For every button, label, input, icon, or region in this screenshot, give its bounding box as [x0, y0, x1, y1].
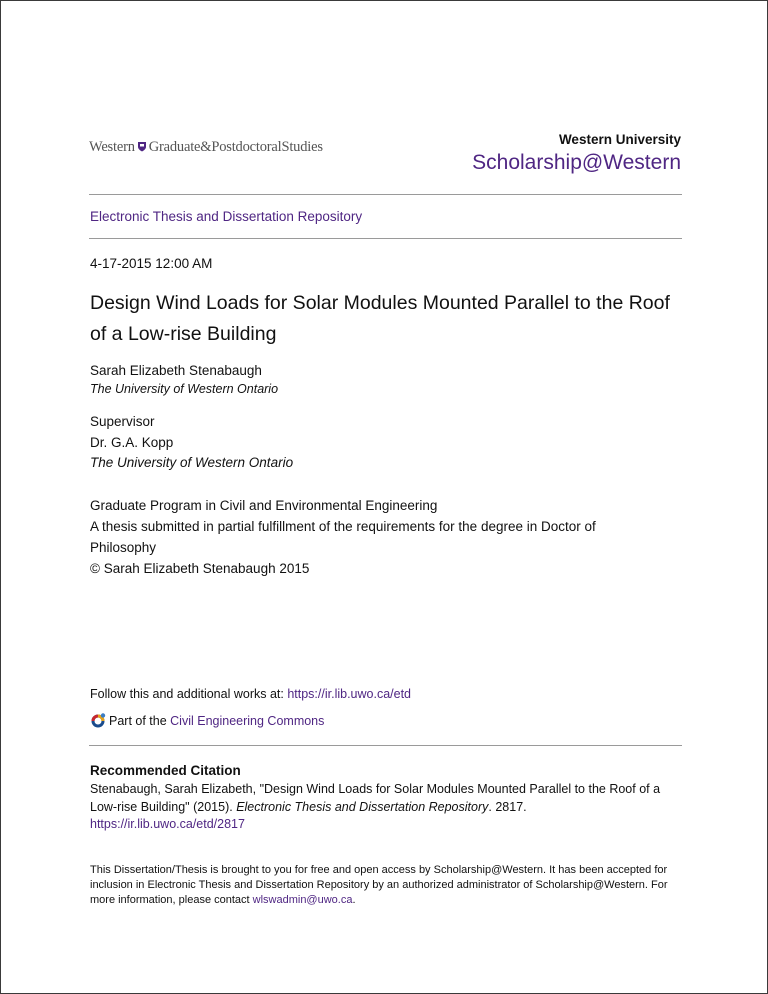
network-commons-icon — [89, 712, 107, 728]
thesis-note: A thesis submitted in partial fulfillment of the requirements for the degree in Doctor of Philosophy — [90, 519, 596, 555]
citation-rule — [89, 745, 682, 746]
citation-series: Electronic Thesis and Dissertation Repository — [236, 799, 489, 814]
program-block — [90, 495, 650, 579]
citation-number: . 2817. — [488, 799, 527, 814]
copyright-line: © Sarah Elizabeth Stenabaugh 2015 — [90, 561, 310, 576]
supervisor-affiliation: The University of Western Ontario — [90, 455, 294, 470]
repository-rule — [89, 238, 682, 239]
civil-engineering-commons-link[interactable]: Civil Engineering Commons — [170, 714, 325, 728]
logo-western-text: Western — [89, 139, 135, 155]
program-name: Graduate Program in Civil and Environmental Engineering — [90, 498, 438, 513]
supervisor-block — [90, 412, 293, 474]
follow-line — [90, 686, 411, 703]
logo-gps-text: Graduate&PostdoctoralStudies — [148, 139, 323, 155]
author-name: Sarah Elizabeth Stenabaugh — [90, 363, 262, 378]
crest-icon — [137, 141, 147, 152]
western-gps-logo[interactable] — [89, 139, 323, 156]
western-university-label: Western University — [558, 132, 681, 147]
author-affiliation: The University of Western Ontario — [90, 382, 279, 396]
etd-url-link[interactable]: https://ir.lib.uwo.ca/etd — [287, 687, 412, 701]
header-rule — [89, 194, 682, 195]
thesis-title: Design Wind Loads for Solar Modules Mounted Parallel to the Roof of a Low-rise Building — [90, 292, 670, 345]
footer-note — [90, 863, 680, 908]
footer-end: . — [352, 894, 356, 906]
repository-link[interactable]: Electronic Thesis and Dissertation Repository — [90, 209, 363, 224]
citation-url-link[interactable]: https://ir.lib.uwo.ca/etd/2817 — [90, 817, 245, 831]
citation-heading: Recommended Citation — [90, 763, 241, 778]
publication-date: 4-17-2015 12:00 AM — [90, 256, 213, 271]
citation-body — [90, 781, 670, 834]
follow-text: Follow this and additional works at: — [90, 687, 288, 701]
contact-email-link[interactable]: wlswadmin@uwo.ca — [252, 894, 353, 906]
supervisor-label: Supervisor — [90, 414, 155, 429]
scholarship-western-link[interactable]: Scholarship@Western — [472, 151, 681, 174]
commons-line — [89, 712, 324, 730]
commons-text: Part of the — [109, 714, 171, 728]
citation-text: Stenabaugh, Sarah Elizabeth, "Design Wind Loads for Solar Modules Mounted Parallel to the Roof of a Low-rise Building" (2015). — [90, 782, 661, 814]
author-block — [90, 362, 278, 398]
supervisor-name: Dr. G.A. Kopp — [90, 434, 174, 450]
footer-text: This Dissertation/Thesis is brought to you for free and open access by Scholarship@Western. It has been accepted for inclusion in Electronic Thesis and Dissertation Repository by an authorized administrator of Scholarship@Western. For more information, please contact — [90, 864, 668, 906]
